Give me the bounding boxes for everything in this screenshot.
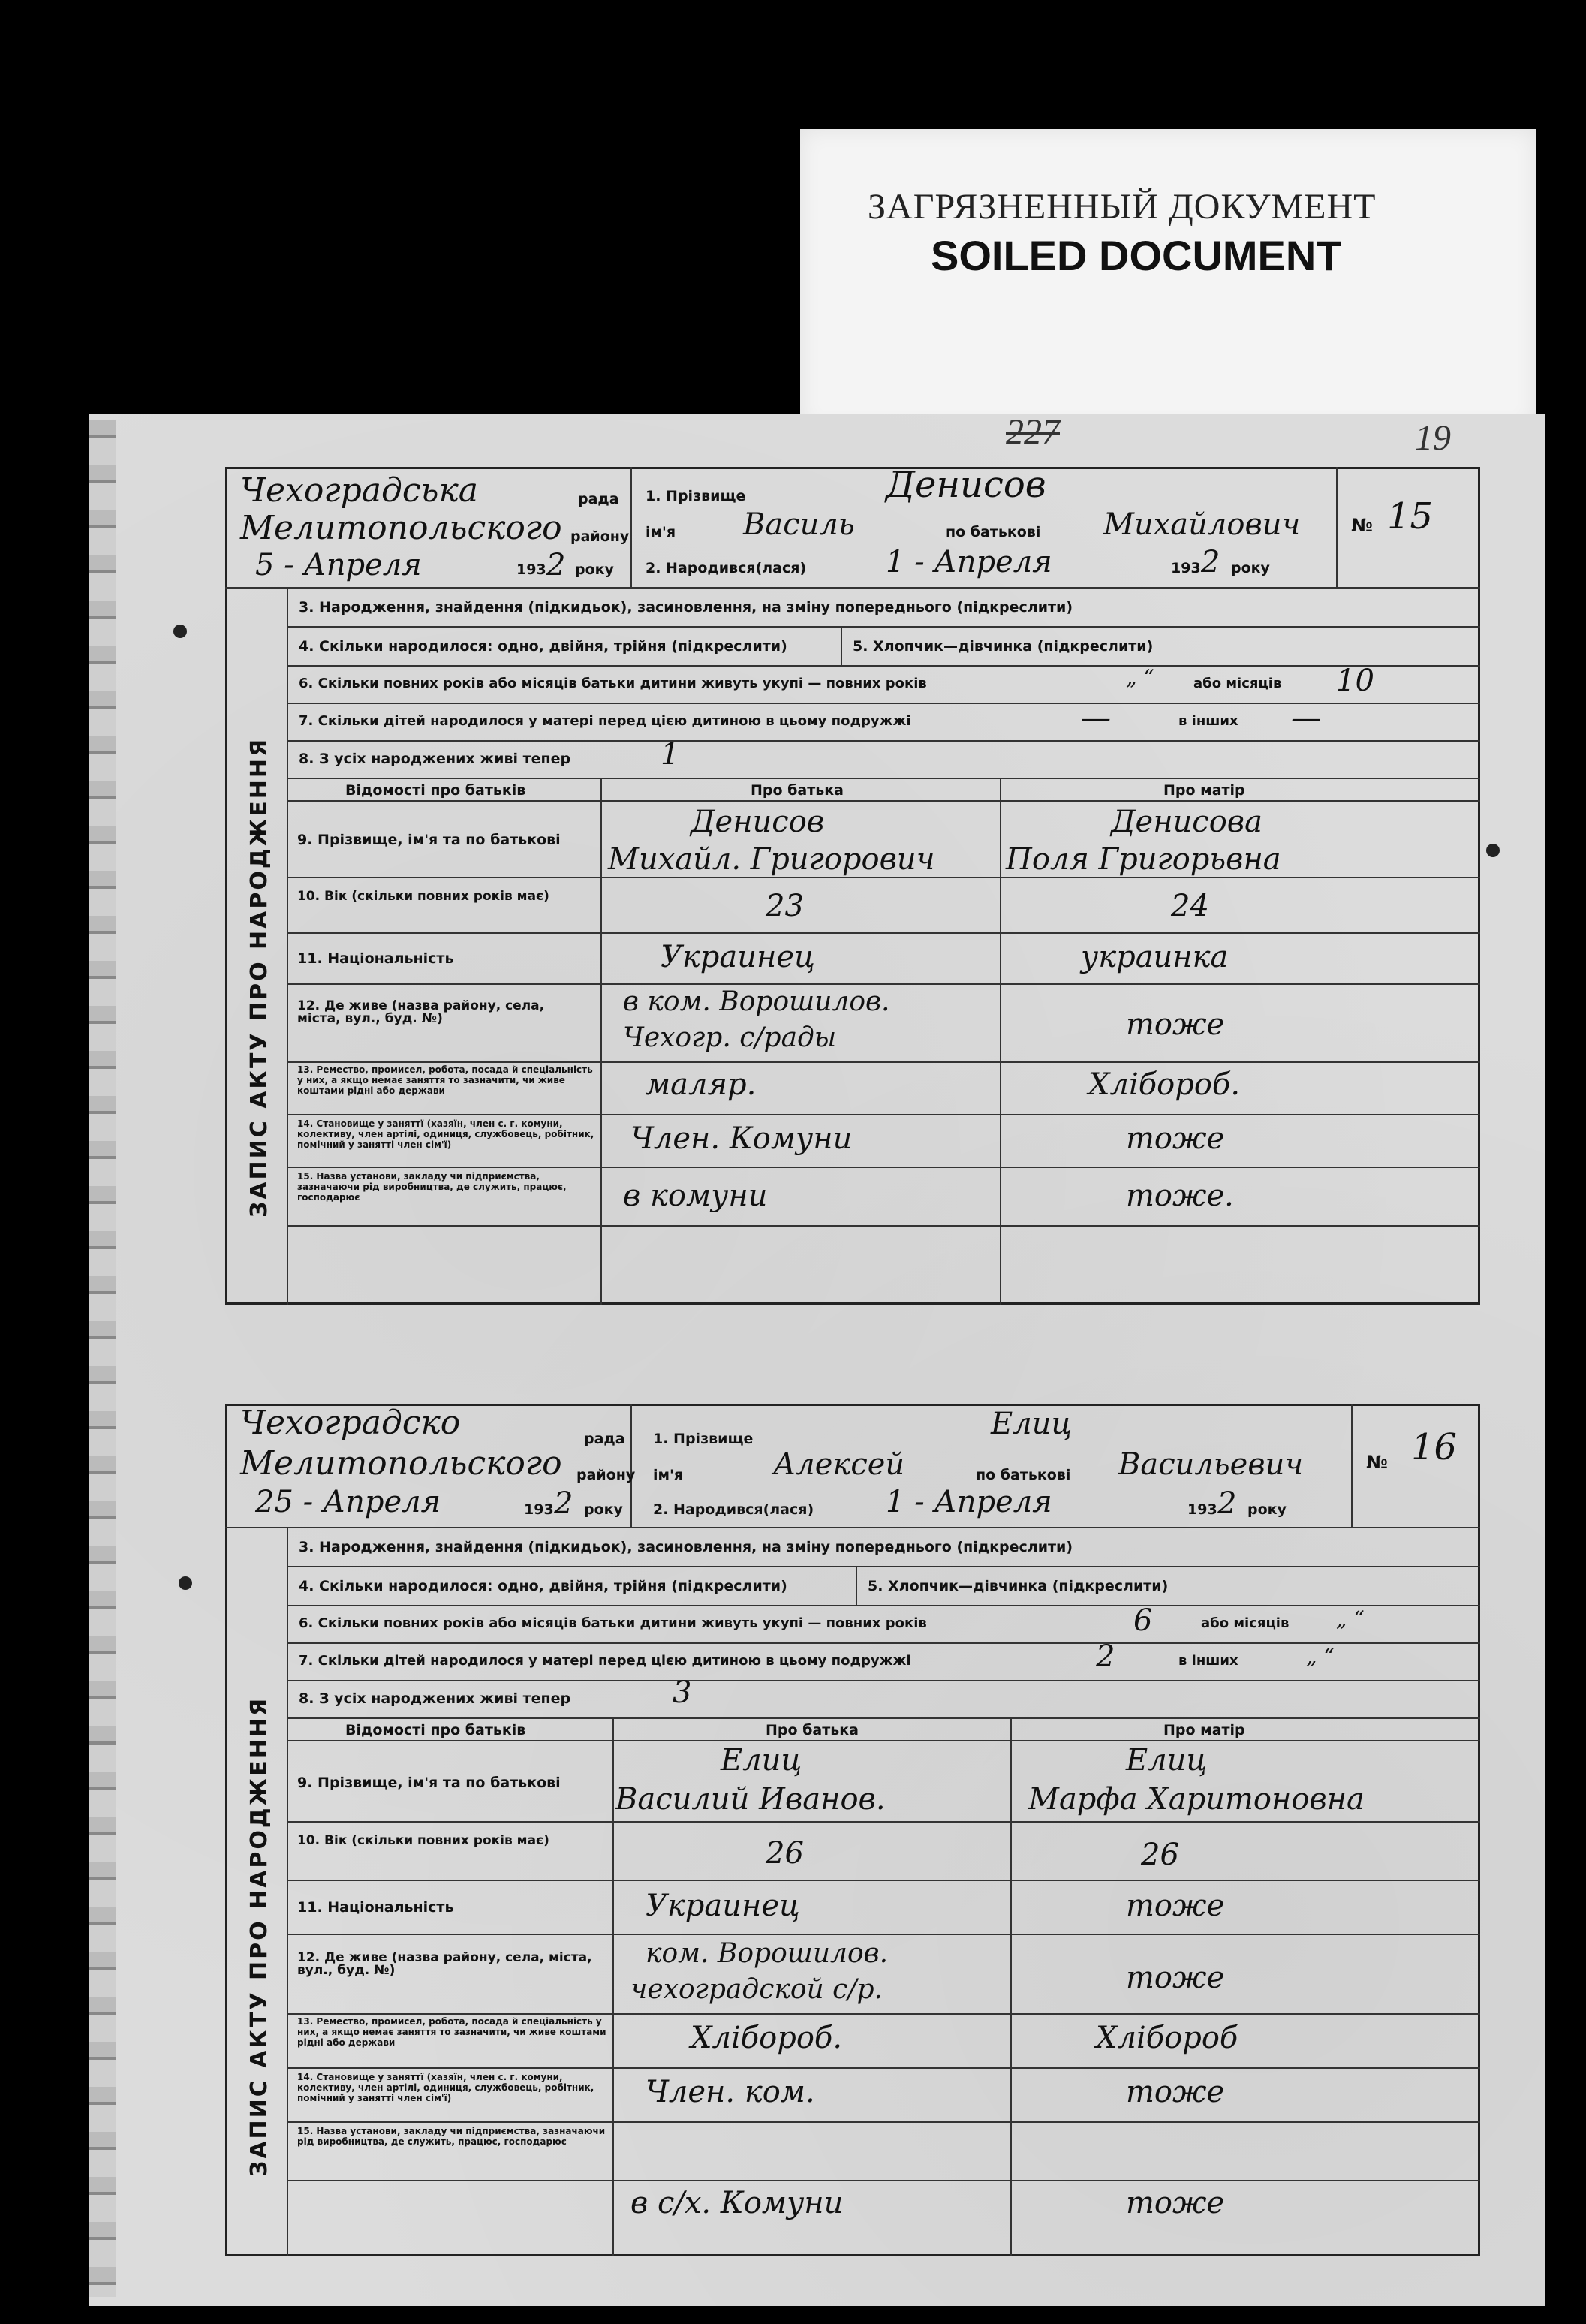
mother-name: Поля Григорьвна — [1006, 842, 1281, 877]
number-sign: № — [1351, 515, 1373, 536]
question-14: 14. Становище у заняттї (хазяїн, член с. г. комуни, колективу, член артілі, одиниця, службовець, робітник, помічний у занятті член сім'ї) — [297, 1118, 594, 1150]
mother-surname: Денисова — [1111, 805, 1262, 839]
surname-label: 1. Прізвище — [646, 488, 746, 504]
patronymic-label: по батькові — [976, 1467, 1071, 1483]
number-sign: № — [1366, 1452, 1388, 1473]
father-nationality: Украинец — [661, 940, 815, 974]
birth-record-2 — [225, 1404, 1480, 2259]
question-14: 14. Становище у заняттї (хазяїн, член с. г. комуни, колективу, член артілі, одиниця, службовець, робітник, помічний у занятті член сім'ї) — [297, 2072, 594, 2103]
raion-label: району — [570, 528, 630, 545]
q6-years-value: „ “ — [1126, 665, 1154, 690]
child-name: Алексей — [773, 1447, 905, 1482]
raion-name: Мелитопольского — [240, 1444, 562, 1483]
father-workplace: в комуни — [623, 1179, 768, 1213]
question-13: 13. Ремество, промисел, робота, посада й спеціальність у них, а якщо немає заняття то зазначити, чи живе коштами рідні або держави — [297, 2016, 606, 2048]
question-4: 4. Скільки народилося: одно, двійня, трійня (підкреслити) — [299, 638, 787, 655]
mother-name: Марфа Харитоновна — [1028, 1782, 1365, 1817]
mother-residence: тоже — [1126, 1961, 1225, 1995]
question-13: 13. Ремество, промисел, робота, посада й спеціальність у них, а якщо немає заняття то зазначити, чи живе коштами рідні або держави — [297, 1064, 593, 1096]
question-7: 7. Скільки дітей народилося у матері перед цією дитиною в цьому подружжі — [299, 1653, 911, 1669]
child-surname: Денисов — [886, 464, 1046, 506]
surname-label: 1. Прізвище — [653, 1431, 754, 1447]
question-12: 12. Де живе (назва району, села, міста, вул., буд. №) — [297, 1950, 592, 1978]
roku-label: року — [1231, 560, 1270, 576]
mother-workplace: тоже — [1126, 2186, 1225, 2220]
child-name: Василь — [743, 507, 855, 542]
birth-record-1 — [225, 464, 1480, 1308]
archive-number-crossed: 227 — [1006, 412, 1060, 452]
question-12: 12. Де живе (назва району, села, міста, вул., буд. №) — [297, 998, 545, 1026]
mother-nationality: украинка — [1081, 940, 1229, 974]
father-residence-line1: в ком. Ворошилов. — [623, 986, 890, 1017]
name-label: ім'я — [653, 1467, 684, 1483]
registration-year-digit: 2 — [554, 1486, 573, 1521]
roku-label: року — [575, 561, 614, 578]
father-residence-line1: ком. Ворошилов. — [646, 1938, 889, 1969]
question-9: 9. Прізвище, ім'я та по батькові — [297, 832, 561, 848]
question-4: 4. Скільки народилося: одно, двійня, трійня (підкреслити) — [299, 1578, 787, 1594]
mother-occupation: Хлібороб. — [1088, 1067, 1241, 1102]
question-15: 15. Назва установи, закладу чи підприємства, зазначаючи рід виробництва, де служить, працює, господарює — [297, 2126, 606, 2147]
roku-label: року — [1247, 1501, 1287, 1518]
father-age: 26 — [766, 1836, 804, 1871]
father-age: 23 — [766, 889, 804, 923]
birth-date: 1 - Апреля — [886, 1485, 1052, 1519]
torn-binding-edge — [89, 420, 116, 2297]
birth-date: 1 - Апреля — [886, 545, 1052, 579]
child-patronymic: Михайлович — [1103, 507, 1301, 542]
father-nationality: Украинец — [646, 1889, 800, 1923]
parents-header: Відомості про батьків — [345, 1722, 526, 1738]
child-surname: Елиц — [991, 1407, 1073, 1441]
mother-nationality: тоже — [1126, 1889, 1225, 1923]
archive-page-number: 19 — [1415, 418, 1451, 458]
q7-this-value: 2 — [1096, 1639, 1115, 1674]
father-status: Член. ком. — [646, 2075, 815, 2109]
registration-year-digit: 2 — [546, 548, 566, 583]
roku-label: року — [584, 1501, 623, 1518]
label-english: SOILED DOCUMENT — [931, 232, 1342, 279]
mother-age: 24 — [1171, 889, 1209, 923]
rada-name: Чехоградська — [240, 471, 478, 510]
question-5: 5. Хлопчик—дівчинка (підкреслити) — [853, 638, 1154, 655]
question-10: 10. Вік (скільки повних років має) — [297, 1833, 549, 1848]
question-11: 11. Національність — [297, 1899, 454, 1916]
parents-header: Відомості про батьків — [345, 782, 526, 799]
mother-age: 26 — [1141, 1838, 1179, 1872]
father-name: Василий Иванов. — [615, 1782, 886, 1817]
father-occupation: Хлібороб. — [691, 2021, 843, 2055]
q6-months-value: 10 — [1336, 664, 1374, 698]
q7-this-value: — — [1081, 701, 1111, 736]
father-status: Член. Комуни — [630, 1121, 853, 1156]
mother-workplace: тоже. — [1126, 1179, 1234, 1213]
birth-label: 2. Народився(лася) — [646, 560, 807, 576]
raion-label: району — [576, 1467, 636, 1483]
question-10: 10. Вік (скільки повних років має) — [297, 889, 549, 904]
registration-date: 5 - Апреля — [255, 548, 422, 583]
side-title: ЗАПИС АКТУ ПРО НАРОДЖЕННЯ — [246, 1696, 272, 2177]
year-prefix: 193 — [1171, 560, 1201, 576]
soiled-document-label — [800, 129, 1536, 429]
mother-status: тоже — [1126, 1121, 1225, 1156]
question-7-other-label: в інших — [1178, 1653, 1238, 1669]
father-header: Про батька — [751, 782, 844, 799]
side-title: ЗАПИС АКТУ ПРО НАРОДЖЕННЯ — [246, 736, 272, 1218]
question-6-months-label: або місяців — [1193, 676, 1282, 691]
record-number: 15 — [1387, 495, 1434, 537]
father-header: Про батька — [766, 1722, 859, 1738]
question-6: 6. Скільки повних років або місяців батьки дитини живуть укупі — повних років — [299, 1615, 927, 1631]
q8-alive-value: 1 — [661, 737, 680, 772]
father-occupation: маляр. — [646, 1067, 757, 1102]
birth-year-digit: 2 — [1201, 545, 1220, 579]
question-3: 3. Народження, знайдення (підкидьок), засиновлення, на зміну попереднього (підкреслити) — [299, 599, 1073, 616]
mother-surname: Елиц — [1126, 1743, 1208, 1778]
child-patronymic: Васильевич — [1118, 1447, 1304, 1482]
q6-years-value: 6 — [1133, 1603, 1153, 1638]
mother-status: тоже — [1126, 2075, 1225, 2109]
mother-occupation: Хлібороб — [1096, 2021, 1238, 2055]
question-7: 7. Скільки дітей народилося у матері перед цією дитиною в цьому подружжі — [299, 713, 911, 729]
question-15: 15. Назва установи, закладу чи підприємства, зазначаючи рід виробництва, де служить, працює, господарює — [297, 1171, 567, 1203]
raion-name: Мелитопольского — [240, 509, 562, 547]
father-surname: Денисов — [691, 805, 825, 839]
patronymic-label: по батькові — [946, 524, 1041, 540]
birth-year-digit: 2 — [1217, 1486, 1237, 1521]
rada-label: рада — [584, 1431, 625, 1447]
question-7-other-label: в інших — [1178, 713, 1238, 729]
father-surname: Елиц — [721, 1743, 802, 1778]
question-9: 9. Прізвище, ім'я та по батькові — [297, 1775, 561, 1791]
rada-label: рада — [578, 491, 619, 507]
father-residence-line2: чехоградской с/р. — [630, 1974, 883, 2005]
year-prefix: 193 — [1187, 1501, 1217, 1518]
registration-date: 25 - Апреля — [255, 1485, 441, 1519]
record-number: 16 — [1411, 1426, 1458, 1468]
question-5: 5. Хлопчик—дівчинка (підкреслити) — [868, 1578, 1169, 1594]
question-6: 6. Скільки повних років або місяців батьки дитини живуть укупі — повних років — [299, 676, 927, 691]
father-residence-line2: Чехогр. с/рады — [623, 1022, 837, 1053]
question-3: 3. Народження, знайдення (підкидьок), засиновлення, на зміну попереднього (підкреслити) — [299, 1539, 1073, 1555]
birth-label: 2. Народився(лася) — [653, 1501, 814, 1518]
mother-residence: тоже — [1126, 1007, 1225, 1042]
year-prefix: 193 — [516, 561, 546, 578]
mother-header: Про матір — [1163, 1722, 1245, 1738]
q7-other-value: „ “ — [1306, 1644, 1335, 1669]
question-8: 8. З усіх народжених живі тепер — [299, 1690, 571, 1707]
binding-hole — [173, 625, 187, 638]
q7-other-value: — — [1291, 701, 1321, 736]
q6-months-value: „ “ — [1336, 1606, 1365, 1631]
label-russian: ЗАГРЯЗНЕННЫЙ ДОКУМЕНТ — [868, 187, 1377, 227]
question-6-months-label: або місяців — [1201, 1615, 1290, 1631]
father-name: Михайл. Григорович — [608, 842, 935, 877]
year-prefix: 193 — [524, 1501, 554, 1518]
mother-header: Про матір — [1163, 782, 1245, 799]
name-label: ім'я — [646, 524, 676, 540]
binding-hole — [179, 1576, 192, 1590]
father-workplace: в с/х. Комуни — [630, 2186, 844, 2220]
q8-alive-value: 3 — [673, 1675, 692, 1710]
rada-name: Чехоградско — [240, 1404, 461, 1442]
binding-hole — [1486, 844, 1500, 857]
question-11: 11. Національність — [297, 950, 454, 967]
question-8: 8. З усіх народжених живі тепер — [299, 751, 571, 767]
